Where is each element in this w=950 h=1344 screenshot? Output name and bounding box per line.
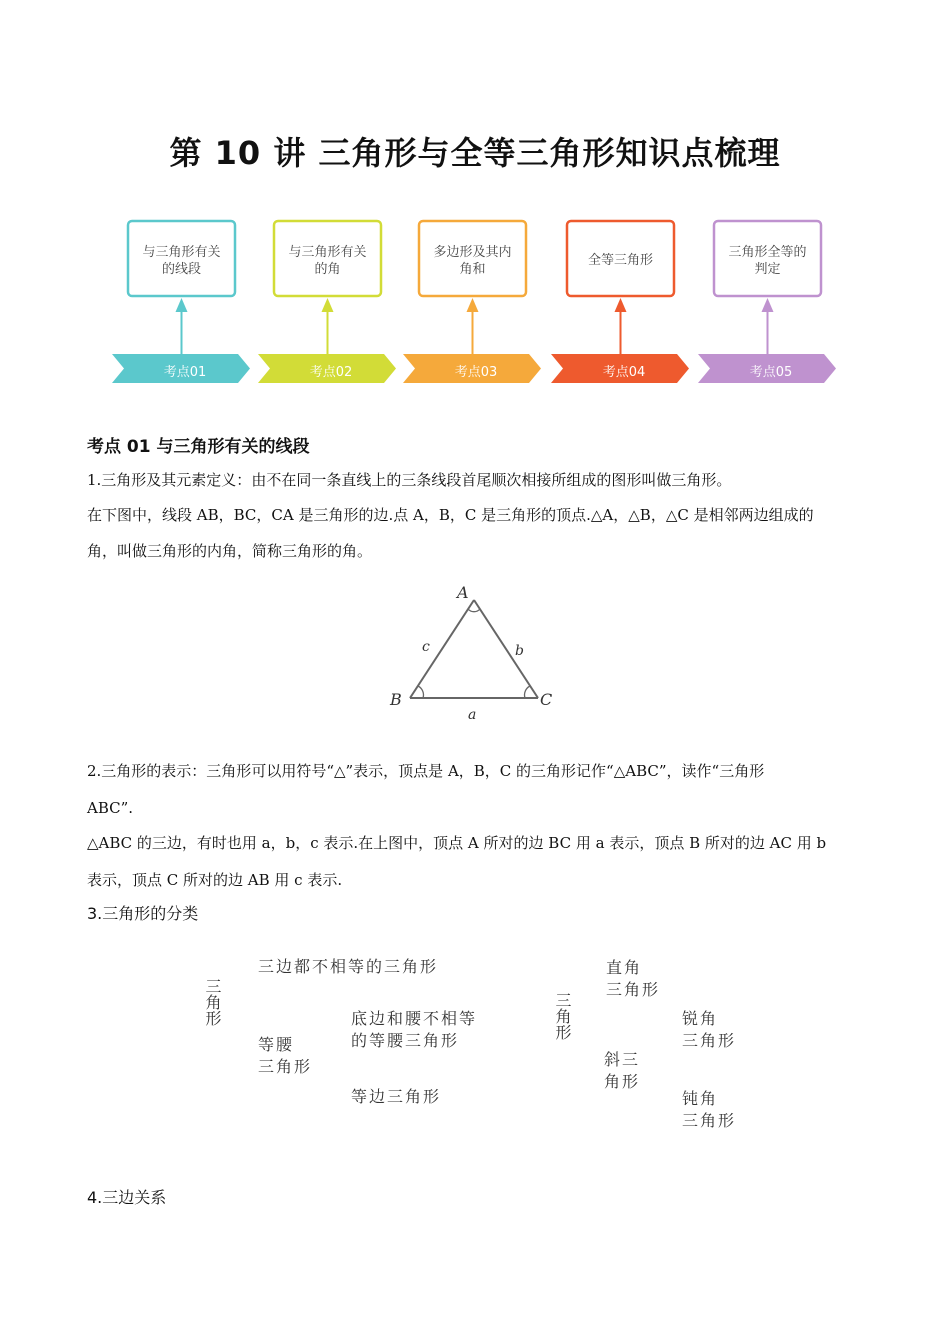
section1-heading: 考点 01 与三角形有关的线段 (87, 437, 310, 457)
triangle-figure (380, 578, 570, 728)
page-title: 第 10 讲 三角形与全等三角形知识点梳理 (169, 134, 781, 172)
right-triangle-label-1: 直角 (606, 958, 643, 977)
topic-box-label-2 (274, 244, 381, 278)
section1-p2b: 角，叫做三角形的内角，简称三角形的角。 (87, 542, 373, 560)
right-triangle-label-2: 三角形 (606, 980, 661, 999)
angle-a-mark (468, 609, 480, 612)
obtuse-triangle-label-1: 钝角 (682, 1089, 719, 1108)
topic-box-label-3 (419, 244, 526, 278)
section3-heading: 3.三角形的分类 (87, 904, 199, 923)
topic-box-line1: 多边形及其内 (433, 245, 512, 260)
acute-triangle-label-1: 锐角 (682, 1009, 719, 1028)
scalene-label: 三边都不相等的三角形 (258, 957, 439, 976)
side-a-label: a (468, 707, 477, 723)
equilateral-label: 等边三角形 (351, 1087, 442, 1106)
section1-p2a: 在下图中，线段 AB，BC，CA 是三角形的边.点 A，B，C 是三角形的顶点.△A，△B，△C 是相邻两边组成的 (87, 506, 814, 524)
non-equilateral-isosceles-label-1: 底边和腰不相等 (351, 1009, 478, 1028)
kaodian-tag-label-4: 考点04 (602, 365, 646, 380)
kaodian-tag-label-3: 考点03 (454, 365, 498, 380)
topic-box-label-5 (714, 244, 821, 278)
side-c-label: c (422, 639, 430, 655)
isosceles-label-1: 等腰 (258, 1035, 295, 1054)
topic-box-line2: 判定 (754, 262, 781, 277)
topic-box-label-1 (128, 244, 235, 278)
topic-box-line1: 与三角形有关 (142, 245, 221, 260)
side-b-label: b (515, 643, 524, 659)
kaodian-tag-label-2: 考点02 (309, 365, 353, 380)
topic-box-line1: 三角形全等的 (728, 245, 807, 260)
topic-box-line2: 角和 (459, 262, 486, 277)
angle-b-mark (418, 686, 423, 698)
oblique-triangle-label-2: 角形 (604, 1072, 641, 1091)
obtuse-triangle-label-2: 三角形 (682, 1111, 737, 1130)
sides-root-label: 三角形 (203, 978, 222, 1026)
non-equilateral-isosceles-label-2: 的等腰三角形 (351, 1031, 460, 1050)
angle-c-mark (525, 686, 530, 698)
section2-p2b: 表示，顶点 C 所对的边 AB 用 c 表示. (87, 871, 343, 889)
vertex-b-label: B (390, 690, 402, 709)
arrow-up-icon (176, 298, 188, 312)
section2-p1a: 2.三角形的表示：三角形可以用符号“△”表示，顶点是 A，B，C 的三角形记作“△ABC”，读作“三角形 (87, 762, 765, 780)
kaodian-tag-label-5: 考点05 (749, 365, 793, 380)
arrow-up-icon (322, 298, 334, 312)
arrow-up-icon (762, 298, 774, 312)
isosceles-label-2: 三角形 (258, 1057, 313, 1076)
topic-box-label-4 (567, 252, 674, 269)
arrow-up-icon (467, 298, 479, 312)
section1-p1: 1.三角形及其元素定义：由不在同一条直线上的三条线段首尾顺次相接所组成的图形叫做三角形。 (87, 471, 732, 489)
angles-root-label: 三角形 (553, 992, 572, 1040)
arrow-up-icon (615, 298, 627, 312)
section2-p1b: ABC”. (87, 799, 134, 817)
kaodian-tag-label-1: 考点01 (163, 365, 207, 380)
topic-box-line1: 全等三角形 (587, 253, 653, 268)
vertex-c-label: C (540, 690, 553, 709)
vertex-a-label: A (457, 583, 469, 602)
acute-triangle-label-2: 三角形 (682, 1031, 737, 1050)
topic-box-line2: 的角 (314, 262, 341, 277)
topic-box-line2: 的线段 (161, 262, 201, 277)
section4-heading: 4.三边关系 (87, 1188, 167, 1207)
section2-p2a: △ABC 的三边，有时也用 a，b，c 表示.在上图中，顶点 A 所对的边 BC 用 a 表示，顶点 B 所对的边 AC 用 b (87, 834, 827, 852)
oblique-triangle-label-1: 斜三 (604, 1050, 641, 1069)
topic-box-line1: 与三角形有关 (288, 245, 367, 260)
knowledge-flow-diagram (0, 0, 950, 400)
